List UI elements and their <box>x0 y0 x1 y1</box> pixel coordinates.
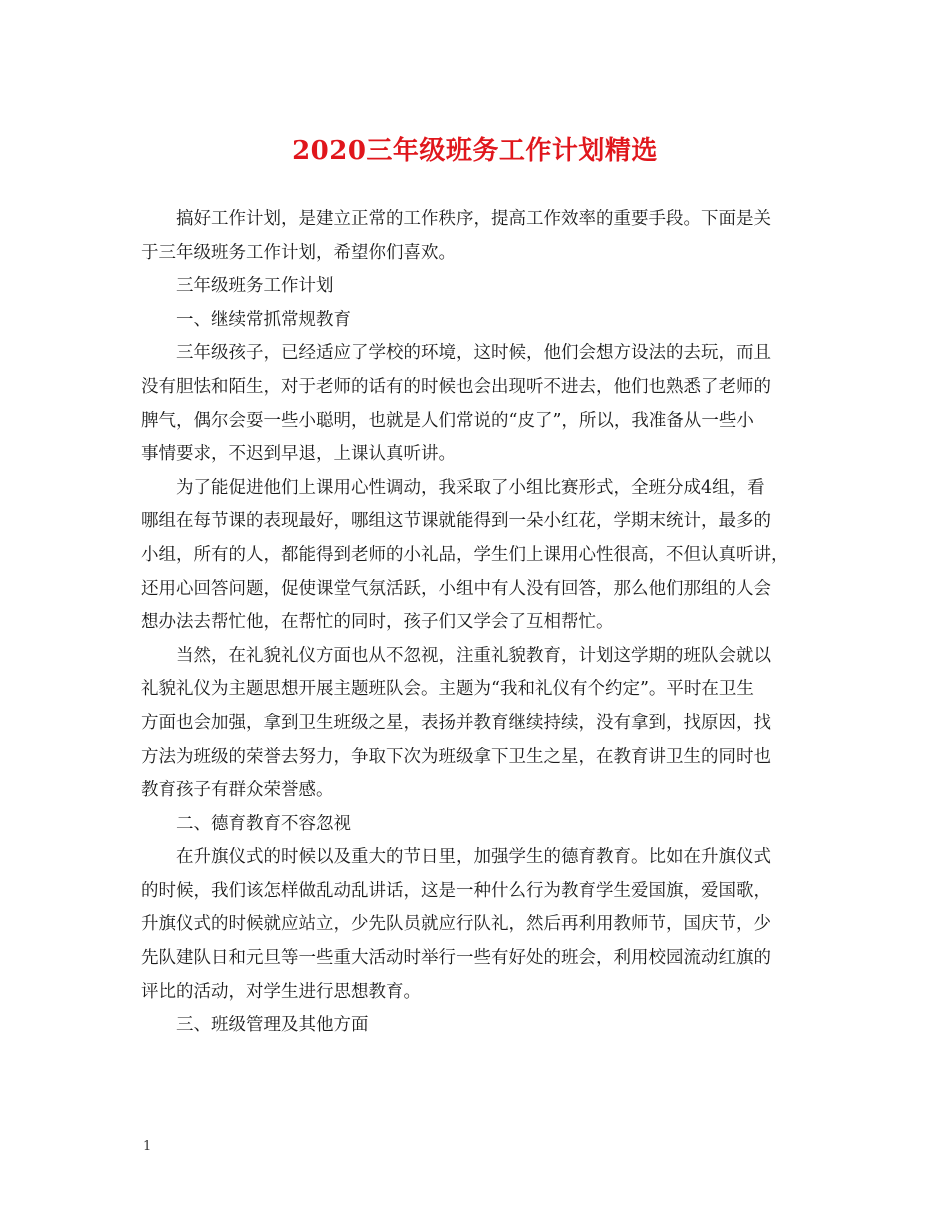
text-line: 升旗仪式的时候就应站立，少先队员就应行队礼，然后再利用教师节，国庆节，少 <box>141 914 771 935</box>
text-line: 想办法去帮忙他，在帮忙的同时，孩子们又学会了互相帮忙。 <box>141 612 614 633</box>
text-line: 的时候，我们该怎样做乱动乱讲话，这是一种什么行为教育学生爱国旗，爱国歌， <box>141 880 771 901</box>
text-line: 在升旗仪式的时候以及重大的节日里，加强学生的德育教育。比如在升旗仪式 <box>176 847 771 868</box>
document-body <box>141 203 823 1043</box>
text-line: 没有胆怯和陌生，对于老师的话有的时候也会出现听不进去，他们也熟悉了老师的 <box>141 376 771 397</box>
text-line: 一、继续常抓常规教育 <box>176 309 351 330</box>
text-line: 二、德育教育不容忽视 <box>176 813 351 834</box>
text-line: 三、班级管理及其他方面 <box>176 1015 369 1036</box>
text-line: 方法为班级的荣誉去努力，争取下次为班级拿下卫生之星，在教育讲卫生的同时也 <box>141 746 771 767</box>
text-line: 教育孩子有群众荣誉感。 <box>141 780 334 801</box>
page-number: 1 <box>143 1139 152 1154</box>
text-line: 评比的活动，对学生进行思想教育。 <box>141 981 421 1002</box>
text-line: 于三年级班务工作计划，希望你们喜欢。 <box>141 242 456 263</box>
text-line: 三年级班务工作计划 <box>176 276 334 297</box>
text-line: 事情要求，不迟到早退，上课认真听讲。 <box>141 444 456 465</box>
text-line: 脾气，偶尔会耍一些小聪明，也就是人们常说的“皮了”，所以，我准备从一些小 <box>141 410 754 431</box>
text-line: 哪组在每节课的表现最好，哪组这节课就能得到一朵小红花，学期末统计，最多的 <box>141 511 771 532</box>
text-line: 方面也会加强，拿到卫生班级之星，表扬并教育继续持续，没有拿到，找原因，找 <box>141 712 771 733</box>
text-line: 当然，在礼貌礼仪方面也从不忽视，注重礼貌教育，计划这学期的班队会就以 <box>176 645 771 666</box>
text-line: 为了能促进他们上课用心性调动，我采取了小组比赛形式，全班分成4组，看 <box>176 477 765 498</box>
text-line: 礼貌礼仪为主题思想开展主题班队会。主题为“我和礼仪有个约定”。平时在卫生 <box>141 679 754 700</box>
document-title: 2020三年级班务工作计划精选 <box>292 136 658 166</box>
text-line: 小组，所有的人，都能得到老师的小礼品，学生们上课用心性很高，不但认真听讲， <box>141 544 789 565</box>
text-line: 先队建队日和元旦等一些重大活动时举行一些有好处的班会，利用校园流动红旗的 <box>141 948 771 969</box>
text-line: 还用心回答问题，促使课堂气氛活跃，小组中有人没有回答，那么他们那组的人会 <box>141 578 771 599</box>
text-line: 搞好工作计划，是建立正常的工作秩序，提高工作效率的重要手段。下面是关 <box>176 209 771 229</box>
text-line: 三年级孩子，已经适应了学校的环境，这时候，他们会想方设法的去玩，而且 <box>176 343 771 364</box>
